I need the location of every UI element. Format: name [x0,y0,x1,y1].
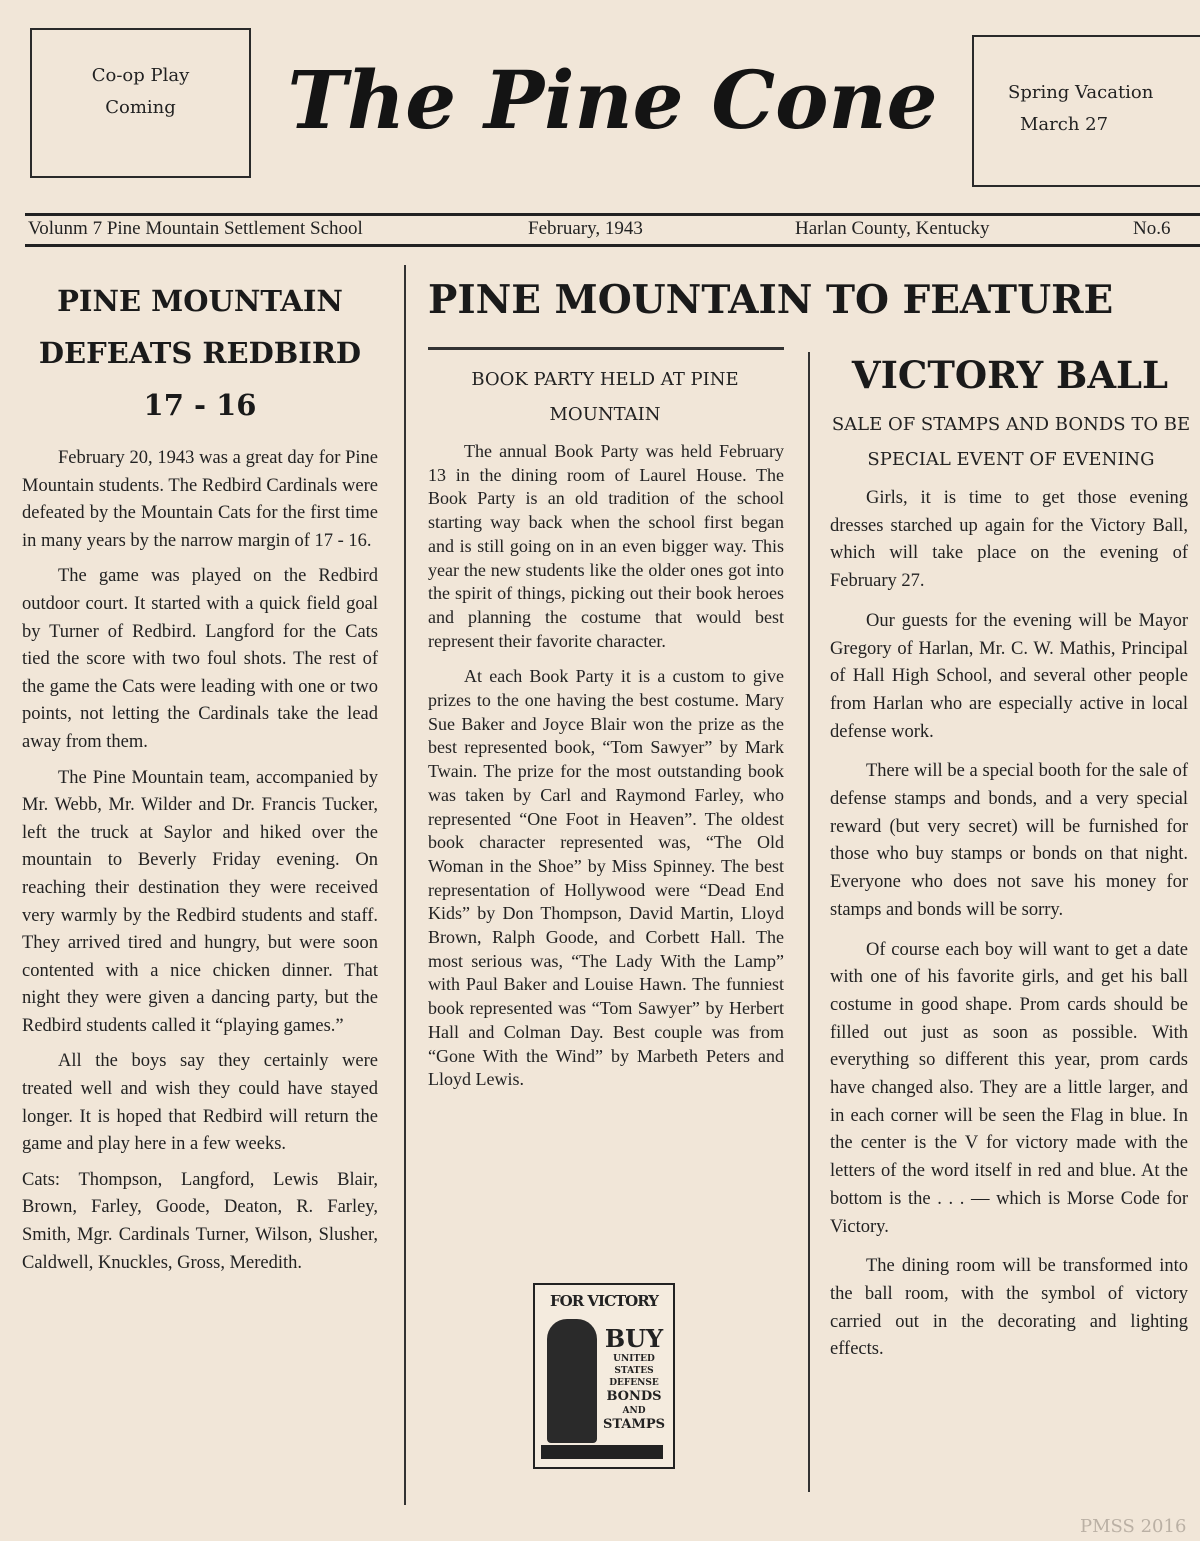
announcement-box-right [972,35,1200,187]
paragraph: Cats: Thompson, Langford, Lewis Blair, Brown, Farley, Goode, Deaton, R. Farley, Smith, Mgr. Cardinals Turner, Wilson, Slusher, Caldwell, Knuckles, Gross, Meredith. [22,1169,378,1273]
paragraph: All the boys say they certainly were treated well and wish they could have stayed longer. It is hoped that Redbird will return the game and play here in a few weeks. [22,1051,378,1155]
statue-base [541,1445,663,1459]
paragraph: The Pine Mountain team, accompanied by Mr. Webb, Mr. Wilder and Dr. Francis Tucker, left the truck at Saylor and hiked over the mountain to Beverly Friday evening. On reaching their destination they were received very warmly by the Redbird students and staff. They arrived tired and hungry, but were soon contented with a nice chicken dinner. That night they were given a dancing party, but the Redbird students called it “playing games.” [22,767,378,1036]
location: Harlan County, Kentucky [795,218,990,239]
article-body [22,445,378,1285]
paragraph: Our guests for the evening will be Mayor Gregory of Harlan, Mr. C. W. Mathis, Principal of Hall High School, and several other people from Harlan who are especially active in local defense work. [830,610,1188,742]
article-headline [22,275,378,431]
headline-line: DEFEATS REDBIRD [38,336,362,370]
column-rule [404,265,406,1505]
stamp-line: UNITED [613,1354,655,1364]
main-headline: PINE MOUNTAIN TO FEATURE [428,277,1114,323]
article-subhead: SALE OF STAMPS AND BONDS TO BE SPECIAL EVENT OF EVENING [831,414,1191,470]
stamp-heading: FOR VICTORY [550,1292,658,1310]
announcement-box-left [30,28,251,178]
announcement-line: Co-op Play [91,65,190,86]
article-headline: BOOK PARTY HELD AT PINE MOUNTAIN [471,369,739,425]
dateline-bar [25,213,1200,247]
paragraph: The dining room will be transformed into the ball room, with the symbol of victory carried out in the decorating and lighting effects. [830,1256,1188,1360]
stamp-buy: BUY [604,1324,664,1353]
paragraph: There will be a special booth for the sale of defense stamps and bonds, and a very special reward (but very secret) will be furnished for those who buy stamps or bonds on that night. Everyone who does not save his money for stamps and bonds will be sorry. [830,761,1188,920]
stamp-text [601,1325,667,1433]
paragraph: February 20, 1943 was a great day for Pine Mountain students. The Redbird Cardinals were defeated by the Mountain Cats for the first time in many years by the narrow margin of 17 - 16. [22,448,378,551]
issue-number: No.6 [1133,218,1171,239]
volume-info: Volunm 7 Pine Mountain Settlement School [28,218,363,239]
issue-date: February, 1943 [528,218,643,239]
stamp-line: BONDS [606,1389,662,1404]
headline-rule [428,347,784,350]
stamp-line: AND [622,1406,646,1416]
paragraph: Girls, it is time to get those evening dresses starched up again for the Victory Ball, which will take place on the evening of February 27. [830,488,1188,592]
announcement-line: Spring Vacation [1008,82,1154,103]
announcement-line: March 27 [1020,114,1109,135]
paragraph: The game was played on the Redbird outdoor court. It started with a quick field goal by Turner of Redbird. Langford for the Cats tied the score with two foul shots. The rest of the game the Cats were leading with one or two points, not letting the Cardinals take the lead away from them. [22,566,378,752]
main-headline-continued: VICTORY BALL [851,353,1169,397]
column-rule [808,352,810,1492]
stamp-line: STAMPS [603,1417,665,1432]
headline-line: 17 - 16 [143,388,257,422]
paragraph: At each Book Party it is a custom to give prizes to the one having the best costume. Mary Sue Baker and Joyce Blair won the prize as the best represented book, “Tom Sawyer” by Mark Twain. The prize for the most outstanding book was taken by Carl and Raymond Farley, who represented “One Foot in Heaven”. The oldest book character represented was, “The Old Woman in the Shoe” by Miss Spinney. The best representation of Hollywood were “Dead End Kids” by Don Thompson, David Martin, Lloyd Brown, Ralph Goode, and Corbett Hall. The most serious was, “The Lady With the Lamp” with Paul Baker and Louise Hawn. The funniest book represented was “Tom Sawyer” by Herbert Hall and Colman Day. Best couple was from “Gone With the Wind” by Marbeth Peters and Lloyd Lewis. [428,666,784,1090]
stamp-line: DEFENSE [609,1378,659,1388]
headline-line: PINE MOUNTAIN [57,284,343,318]
defense-bonds-stamp-ad [533,1283,675,1469]
newspaper-title: The Pine Cone [287,53,938,147]
paragraph: The annual Book Party was held February 13 in the dining room of Laurel House. The Book Party is an old tradition of the school starting way back when the school first began and is still going on in an even bigger way. This year the new students like the older ones got into the spirit of things, picking out their book heroes and planning the costume that would best represent their favorite character. [428,441,784,651]
paragraph: Of course each boy will want to get a date with one of his favorite girls, and get his ball costume in good shape. Prom cards should be filled out just as soon as possible. With everything so different this year, prom cards have changed also. They are a little larger, and in each corner will be seen the Flag in blue. In the center is the V for victory made with the letters of the word itself in red and blue. At the bottom is the . . . — which is Morse Code for Victory. [830,939,1188,1237]
article-body [830,485,1188,1376]
watermark: PMSS 2016 [1080,1516,1187,1537]
minuteman-figure-icon [547,1319,597,1443]
announcement-line: Coming [105,97,176,118]
article-body [428,440,784,1104]
stamp-line: STATES [614,1366,654,1376]
